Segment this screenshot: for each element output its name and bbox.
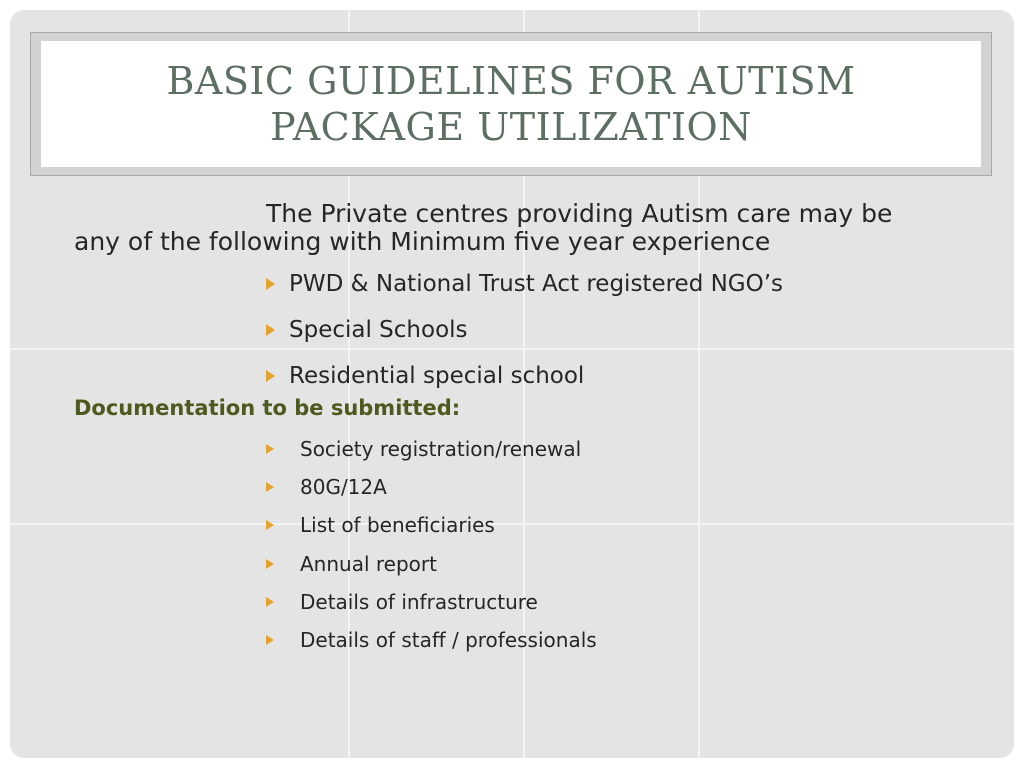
document-item xyxy=(266,628,597,652)
arrow-bullet-icon xyxy=(266,278,275,290)
arrow-bullet-icon xyxy=(266,324,275,336)
arrow-bullet-icon xyxy=(266,559,274,569)
document-item xyxy=(266,513,495,537)
document-label: Details of staff / professionals xyxy=(300,628,597,652)
document-label: Society registration/renewal xyxy=(300,437,582,461)
slide xyxy=(10,10,1014,758)
arrow-bullet-icon xyxy=(266,597,274,607)
arrow-bullet-icon xyxy=(266,520,274,530)
intro-line-1: The Private centres providing Autism care may be xyxy=(266,199,893,228)
grid-line xyxy=(10,348,1014,350)
arrow-bullet-icon xyxy=(266,370,275,382)
document-item xyxy=(266,437,581,461)
title-box xyxy=(41,41,981,167)
centre-type-label: Residential special school xyxy=(289,363,585,389)
intro-paragraph xyxy=(74,200,974,256)
intro-line-2: any of the following with Minimum five year experience xyxy=(74,227,771,256)
centre-type-item xyxy=(266,271,783,297)
centre-type-item xyxy=(266,317,468,343)
centre-type-label: Special Schools xyxy=(289,317,468,343)
document-label: Annual report xyxy=(300,552,437,576)
centre-type-item xyxy=(266,363,584,389)
document-label: List of beneficiaries xyxy=(300,513,495,537)
centre-type-label: PWD & National Trust Act registered NGO’s xyxy=(289,271,784,297)
slide-title-line-1: BASIC GUIDELINES FOR AUTISM xyxy=(166,59,856,103)
document-item xyxy=(266,552,437,576)
document-item xyxy=(266,475,387,499)
document-label: Details of infrastructure xyxy=(300,590,538,614)
slide-title-line-2: PACKAGE UTILIZATION xyxy=(270,105,752,149)
document-label: 80G/12A xyxy=(300,475,387,499)
arrow-bullet-icon xyxy=(266,444,274,454)
documentation-heading: Documentation to be submitted: xyxy=(74,396,461,420)
arrow-bullet-icon xyxy=(266,482,274,492)
arrow-bullet-icon xyxy=(266,635,274,645)
grid-line xyxy=(10,523,1014,525)
title-frame xyxy=(30,32,992,176)
document-item xyxy=(266,590,538,614)
